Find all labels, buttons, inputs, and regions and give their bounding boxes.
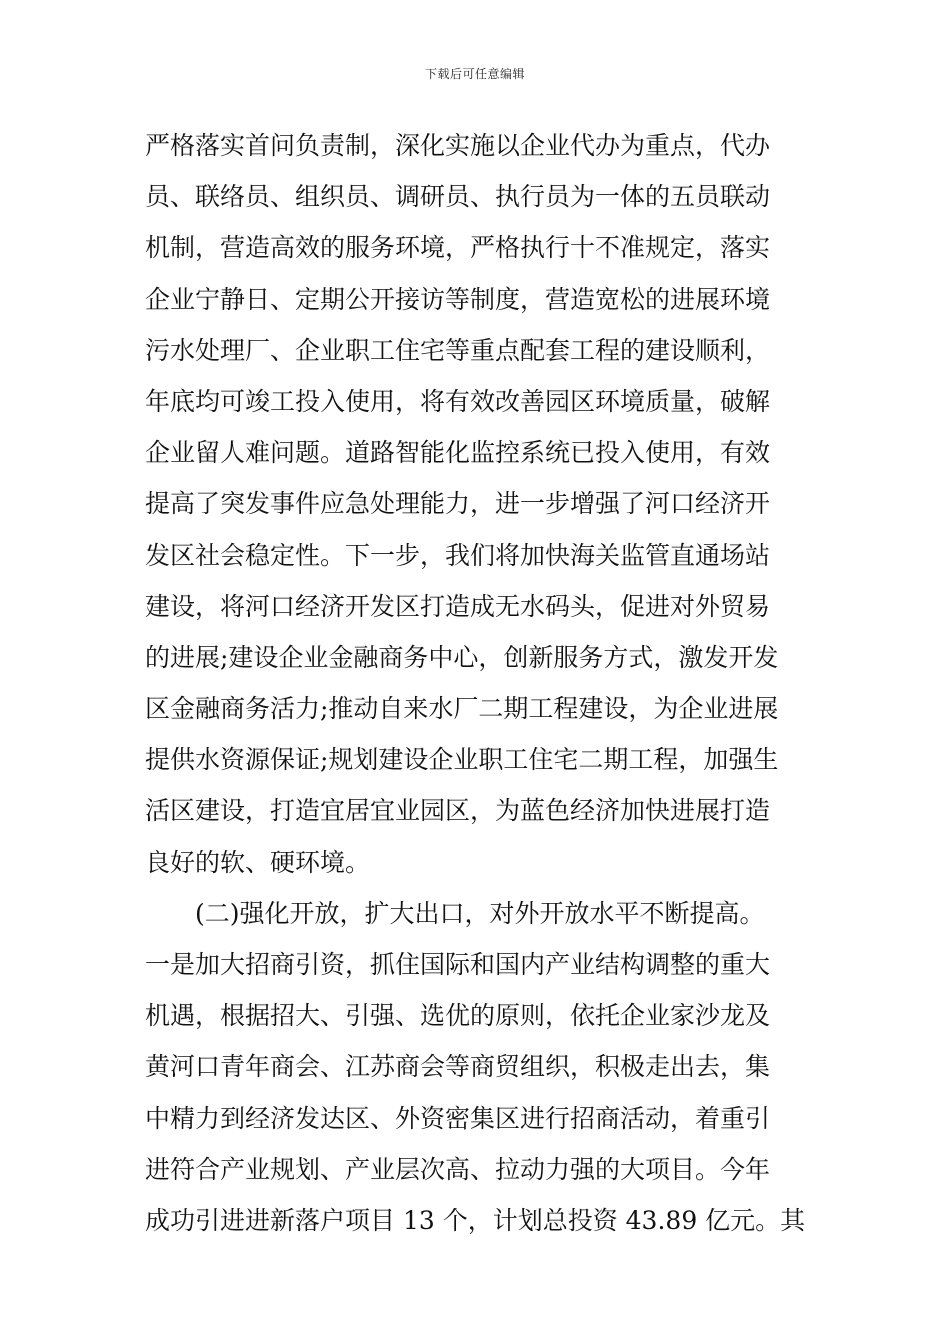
text-line: 建设，将河口经济开发区打造成无水码头，促进对外贸易 — [145, 591, 771, 621]
text-line: 进符合产业规划、产业层次高、拉动力强的大项目。今年 — [145, 1154, 771, 1184]
text-line: 黄河口青年商会、江苏商会等商贸组织，积极走出去，集 — [145, 1052, 771, 1082]
text-line: 发区社会稳定性。下一步，我们将加快海关监管直通场站 — [145, 540, 771, 570]
text-line: 机制，营造高效的服务环境，严格执行十不准规定，落实 — [145, 233, 771, 263]
text-line: 提供水资源保证;规划建设企业职工住宅二期工程，加强生 — [145, 745, 779, 775]
text-line: 提高了突发事件应急处理能力，进一步增强了河口经济开 — [145, 489, 771, 519]
text-line: 一是加大招商引资，抓住国际和国内产业结构调整的重大 — [145, 950, 771, 979]
text-line: 机遇，根据招大、引强、选优的原则，依托企业家沙龙及 — [145, 1001, 771, 1031]
text-line: (二)强化开放，扩大出口，对外开放水平不断提高。 — [195, 898, 765, 928]
text-line: 年底均可竣工投入使用，将有效改善园区环境质量，破解 — [145, 386, 771, 416]
text-line: 严格落实首问负责制，深化实施以企业代办为重点，代办 — [145, 131, 771, 160]
text-line: 活区建设，打造宜居宜业园区，为蓝色经济加快进展打造 — [145, 796, 771, 826]
text-line: 中精力到经济发达区、外资密集区进行招商活动，着重引 — [145, 1103, 771, 1133]
text-line: 污水处理厂、企业职工住宅等重点配套工程的建设顺利， — [145, 335, 771, 365]
text-line: 区金融商务活力;推动自来水厂二期工程建设，为企业进展 — [145, 694, 779, 724]
text-line: 的进展;建设企业金融商务中心，创新服务方式，激发开发 — [145, 642, 779, 672]
text-line: 企业留人难问题。道路智能化监控系统已投入使用，有效 — [145, 438, 771, 468]
text-line: 企业宁静日、定期公开接访等制度，营造宽松的进展环境 — [145, 284, 771, 314]
page-header: 下载后可任意编辑 — [424, 67, 525, 81]
text-line: 员、联络员、组织员、调研员、执行员为一体的五员联动 — [145, 182, 771, 212]
text-line: 良好的软、硬环境。 — [145, 847, 371, 877]
text-line: 成功引进进新落户项目 13 个，计划总投资 43.89 亿元。其 — [145, 1205, 806, 1235]
body-text — [145, 120, 815, 1246]
